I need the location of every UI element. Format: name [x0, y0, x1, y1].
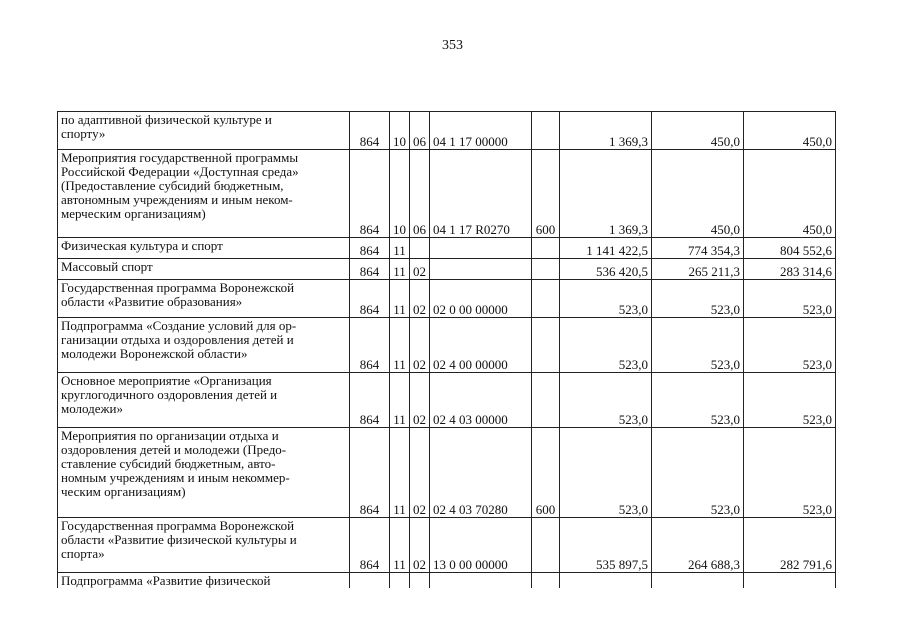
amount-year-1: 535 897,5: [560, 518, 652, 573]
expense-type-code: [532, 259, 560, 280]
section-code: [390, 573, 410, 589]
amount-year-3: 282 791,6: [744, 518, 836, 573]
target-article-code: 04 1 17 00000: [430, 112, 532, 150]
expense-type-code: [532, 280, 560, 318]
amount-year-1: 523,0: [560, 318, 652, 373]
row-name: Подпрограмма «Развитие физической: [58, 573, 350, 589]
subsection-code: 06: [410, 150, 430, 238]
target-article-code: 04 1 17 R0270: [430, 150, 532, 238]
subsection-code: 06: [410, 112, 430, 150]
amount-year-2: [652, 573, 744, 589]
row-name: Массовый спорт: [58, 259, 350, 280]
row-name: Государственная программа Воронежской области «Развитие образования»: [58, 280, 350, 318]
amount-year-3: 523,0: [744, 280, 836, 318]
amount-year-2: 450,0: [652, 112, 744, 150]
section-code: 11: [390, 428, 410, 518]
amount-year-2: 523,0: [652, 280, 744, 318]
amount-year-2: 265 211,3: [652, 259, 744, 280]
row-name: Государственная программа Воронежской области «Развитие физической культуры и спорта»: [58, 518, 350, 573]
table-row: [58, 280, 836, 318]
amount-year-1: 1 141 422,5: [560, 238, 652, 259]
budget-table-body: [58, 112, 836, 589]
amount-year-2: 264 688,3: [652, 518, 744, 573]
target-article-code: 02 0 00 00000: [430, 280, 532, 318]
expense-type-code: [532, 238, 560, 259]
table-row: [58, 428, 836, 518]
row-name: Физическая культура и спорт: [58, 238, 350, 259]
amount-year-1: 523,0: [560, 280, 652, 318]
amount-year-3: 523,0: [744, 428, 836, 518]
amount-year-3: 450,0: [744, 112, 836, 150]
subsection-code: 02: [410, 428, 430, 518]
amount-year-3: 804 552,6: [744, 238, 836, 259]
expense-type-code: [532, 112, 560, 150]
expense-type-code: [532, 373, 560, 428]
target-article-code: 02 4 03 70280: [430, 428, 532, 518]
subsection-code: 02: [410, 259, 430, 280]
section-code: 11: [390, 280, 410, 318]
amount-year-3: 523,0: [744, 373, 836, 428]
amount-year-2: 774 354,3: [652, 238, 744, 259]
row-name: Мероприятия по организации отдыха и оздоровления детей и молодежи (Предо- ставление субсидий бюджетным, авто- номным учреждениям и иным некоммер- ческим организациям): [58, 428, 350, 518]
table-row: [58, 259, 836, 280]
admin-code: 864: [350, 280, 390, 318]
target-article-code: 02 4 00 00000: [430, 318, 532, 373]
admin-code: 864: [350, 518, 390, 573]
admin-code: 864: [350, 373, 390, 428]
section-code: 10: [390, 112, 410, 150]
target-article-code: [430, 259, 532, 280]
amount-year-1: 1 369,3: [560, 112, 652, 150]
amount-year-2: 523,0: [652, 428, 744, 518]
amount-year-3: [744, 573, 836, 589]
subsection-code: 02: [410, 518, 430, 573]
target-article-code: [430, 238, 532, 259]
amount-year-2: 450,0: [652, 150, 744, 238]
row-name: по адаптивной физической культуре и спорту»: [58, 112, 350, 150]
subsection-code: 02: [410, 318, 430, 373]
expense-type-code: 600: [532, 428, 560, 518]
expense-type-code: [532, 518, 560, 573]
section-code: 10: [390, 150, 410, 238]
subsection-code: 02: [410, 373, 430, 428]
admin-code: 864: [350, 238, 390, 259]
admin-code: 864: [350, 150, 390, 238]
target-article-code: [430, 573, 532, 589]
amount-year-2: 523,0: [652, 373, 744, 428]
target-article-code: 02 4 03 00000: [430, 373, 532, 428]
table-row: [58, 238, 836, 259]
row-name: Подпрограмма «Создание условий для ор- ганизации отдыха и оздоровления детей и молодежи Воронежской области»: [58, 318, 350, 373]
admin-code: 864: [350, 318, 390, 373]
admin-code: 864: [350, 112, 390, 150]
section-code: 11: [390, 259, 410, 280]
section-code: 11: [390, 318, 410, 373]
amount-year-1: 536 420,5: [560, 259, 652, 280]
target-article-code: 13 0 00 00000: [430, 518, 532, 573]
amount-year-2: 523,0: [652, 318, 744, 373]
table-row: [58, 112, 836, 150]
subsection-code: 02: [410, 280, 430, 318]
row-name: Основное мероприятие «Организация круглогодичного оздоровления детей и молодежи»: [58, 373, 350, 428]
expense-type-code: [532, 318, 560, 373]
admin-code: 864: [350, 428, 390, 518]
table-row: [58, 518, 836, 573]
amount-year-1: [560, 573, 652, 589]
expense-type-code: 600: [532, 150, 560, 238]
amount-year-3: 523,0: [744, 318, 836, 373]
table-row: [58, 318, 836, 373]
section-code: 11: [390, 373, 410, 428]
admin-code: [350, 573, 390, 589]
table-row: [58, 373, 836, 428]
page-number: 353: [442, 38, 463, 53]
subsection-code: [410, 573, 430, 589]
budget-table: [57, 111, 836, 588]
amount-year-1: 523,0: [560, 428, 652, 518]
row-name: Мероприятия государственной программы Российской Федерации «Доступная среда» (Предоставление субсидий бюджетным, автономным учреждениям и иным неком- мерческим организациям): [58, 150, 350, 238]
section-code: 11: [390, 238, 410, 259]
amount-year-3: 450,0: [744, 150, 836, 238]
section-code: 11: [390, 518, 410, 573]
expense-type-code: [532, 573, 560, 589]
table-row: [58, 573, 836, 589]
admin-code: 864: [350, 259, 390, 280]
table-row: [58, 150, 836, 238]
amount-year-1: 523,0: [560, 373, 652, 428]
amount-year-3: 283 314,6: [744, 259, 836, 280]
subsection-code: [410, 238, 430, 259]
amount-year-1: 1 369,3: [560, 150, 652, 238]
